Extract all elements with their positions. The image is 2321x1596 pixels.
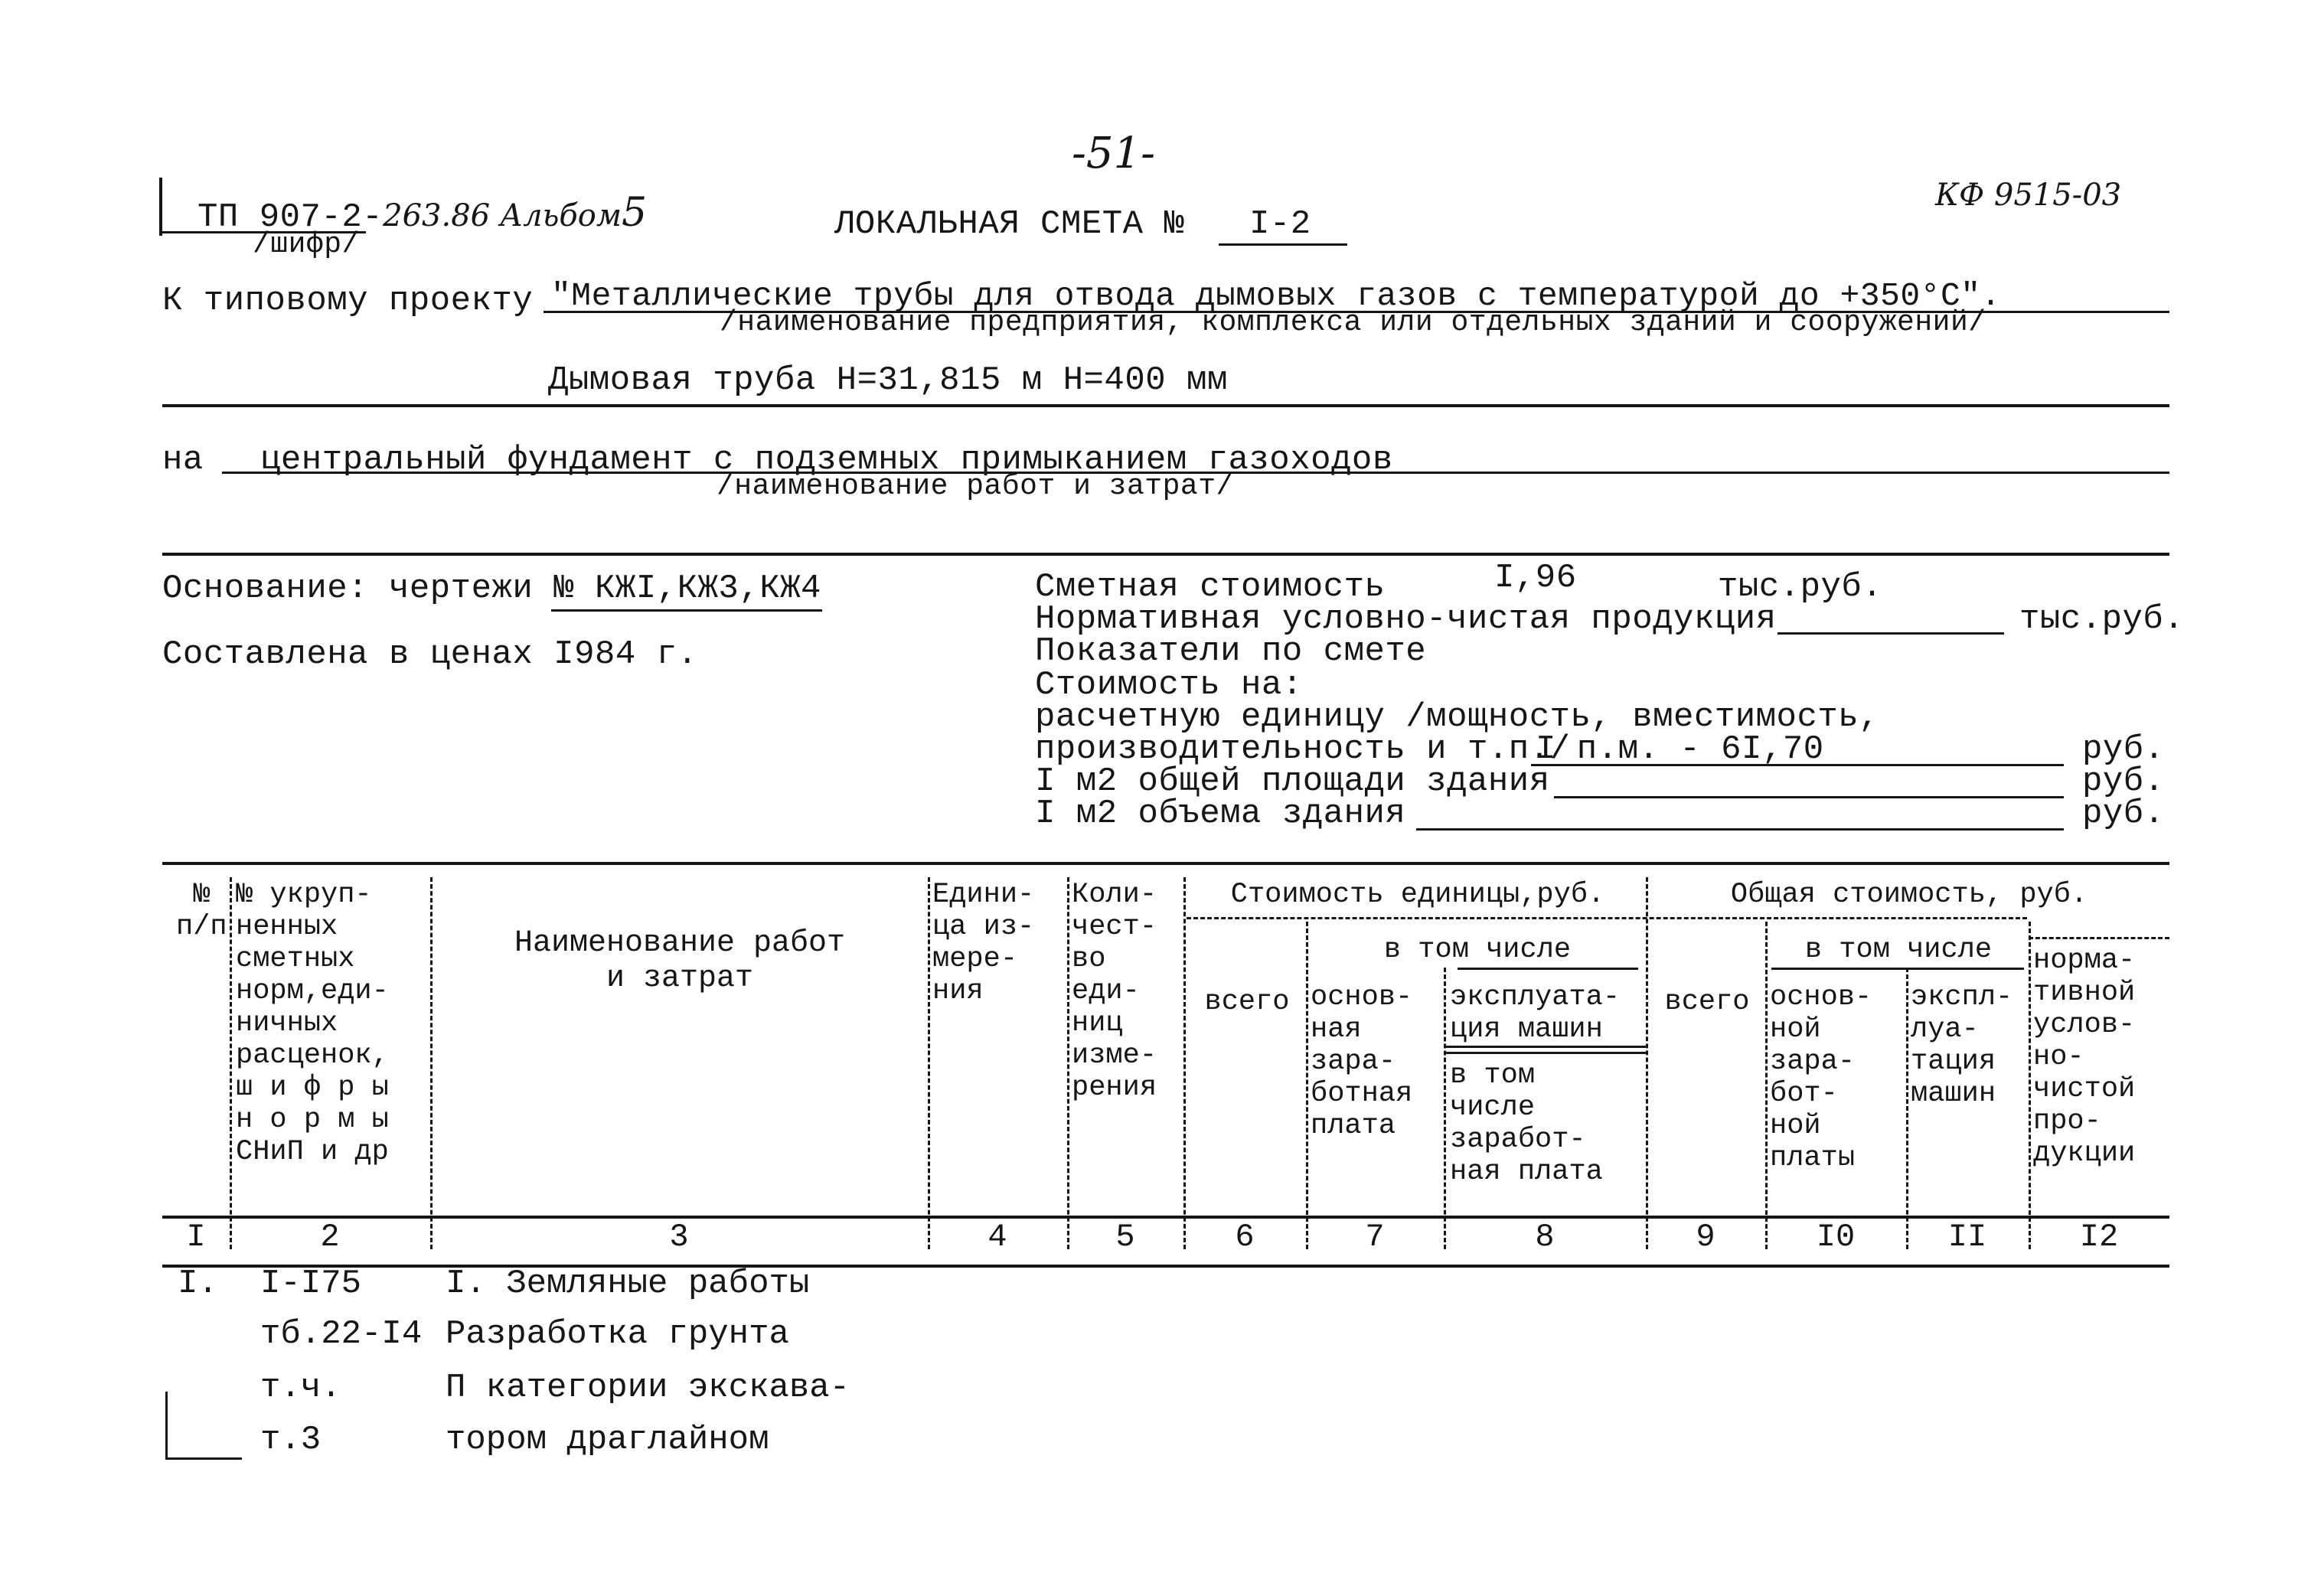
basis-label-text: Основание: чертежи № [162,570,575,608]
volume-cost-label: I м2 объема здания [1035,795,1406,833]
registration-stamp: КФ 9515-03 [1935,178,2122,213]
unit-cost-line1: расчетную единицу /мощность, вместимость, [1035,698,1880,736]
estimate-cost-label: Сметная стоимость [1035,568,1386,606]
header-total-machines: экспл- луа- тация машин [1911,981,2013,1110]
row-bracket-vertical [165,1392,168,1459]
project-code-handwritten: 263.86 Альбом [383,198,622,233]
row-name-line: Разработка грунта [446,1315,789,1353]
header-including-a: в том числе [1383,934,1572,966]
column-number: I0 [1816,1219,1856,1255]
cost-on-label: Стоимость на: [1035,666,1303,704]
estimate-number-underline [1219,243,1347,246]
area-cost-line [1554,796,2064,798]
project-prefix: К типовому проекту [162,282,534,320]
header-row-number: № п/п [176,879,227,943]
work-caption: /наименование работ и затрат/ [717,470,1234,503]
normative-label: Нормативная условно-чистая продукция [1035,600,1777,638]
header-unit-total: всего [1204,986,1290,1018]
project-code-printed: ТП 907-2- [197,198,384,237]
header-machine-wage: в том числе заработ- ная плата [1450,1059,1603,1188]
row-code-line: I-I75 [260,1265,362,1303]
project-subtitle: Дымовая труба Н=31,815 м Н=400 мм [548,361,1228,400]
col-divider [1067,877,1069,1249]
basis-drawings-underline [551,609,822,612]
column-number: II [1947,1219,1987,1255]
code-caption: /шифр/ [253,228,360,261]
header-including-b: в том числе [1804,934,1993,966]
row-code-line: тб.22-I4 [260,1315,423,1353]
header-sub-rule [1187,917,2027,919]
unit-cost-underline [1531,764,2064,766]
header-total-wage: основ- ной зара- бот- ной платы [1770,981,1872,1174]
indicators-label: Показатели по смете [1035,632,1427,671]
col-divider [230,877,232,1249]
volume-cost-line [1416,828,2064,831]
normative-unit: тыс.руб. [2019,600,2185,638]
area-cost-currency: руб. [2082,762,2165,801]
work-prefix: на [162,441,204,479]
row-name-line: I. Земляные работы [446,1265,810,1303]
header-machine-operation: эксплуата- ция машин [1450,981,1621,1046]
header-work-name: Наименование работ и затрат [514,926,846,996]
header-total: всего [1664,986,1750,1018]
header-norm-code: № укруп- ненных сметных норм,еди- ничных расценок, ш и ф р ы н о р м ы СНиП и др [236,879,389,1168]
unit-cost-value: I п.м. - 6I,70 [1536,730,1824,769]
header-sub-rule [1445,1052,1646,1054]
column-number: 7 [1365,1219,1385,1255]
page-number: -51- [1072,129,1156,178]
header-quantity: Коли- чест- во еди- ниц изме- рения [1072,879,1157,1104]
underline-machines [1445,1046,1646,1048]
underline-incl-a [1458,968,1638,970]
row-bracket-horizontal [165,1457,242,1460]
column-number: 3 [669,1219,689,1255]
col-divider [1906,968,1908,1249]
unit-cost-currency: руб. [2082,730,2165,769]
header-unit: Едини- ца из- мере- ния [932,879,1035,1007]
col-divider [2029,922,2031,1249]
column-number: 8 [1535,1219,1555,1255]
row-code-line: т.3 [260,1421,322,1459]
estimate-title: ЛОКАЛЬНАЯ СМЕТА № [834,205,1185,243]
col-divider [1646,877,1648,1249]
col-divider [928,877,930,1249]
normative-value-line [1777,632,2004,635]
header-unit-cost-group: Стоимость единицы,руб. [1230,879,1605,911]
volume-cost-currency: руб. [2082,795,2165,833]
header-normative-product: норма- тивной услов- но- чистой про- дукции [2033,945,2136,1170]
header-basic-wage: основ- ная зара- ботная плата [1311,981,1413,1142]
column-number: 9 [1696,1219,1715,1255]
underline-incl-b [1771,968,2024,970]
table-top-rule [162,862,2169,865]
work-name: центральный фундамент с подземных примыканием газоходов [260,441,1393,479]
basis-label [162,570,821,608]
corner-bracket-vertical [159,178,162,236]
album-number: 5 [622,190,648,236]
column-number: 2 [320,1219,340,1255]
row-code-line: т.ч. [260,1369,341,1407]
col-divider [1183,877,1186,1249]
col-divider [1765,922,1768,1249]
col-divider [430,877,433,1249]
row-name-line: П категории экскава- [446,1369,850,1407]
unit-cost-line2: производительность и т.п./ [1035,730,1571,769]
header-sub-rule [2029,937,2169,939]
column-number: I [186,1219,206,1255]
column-number: 6 [1235,1219,1255,1255]
row-name-line: тором драглайном [446,1421,769,1459]
column-number: I2 [2079,1219,2119,1255]
column-number: 5 [1115,1219,1135,1255]
estimate-cost-value: I,96 [1494,559,1577,597]
estimate-cost-unit: тыс.руб. [1718,568,1883,606]
basis-drawings: КЖI,КЖ3,КЖ4 [595,570,821,608]
column-number: 4 [987,1219,1007,1255]
prices-basis: Составлена в ценах I984 г. [162,635,698,674]
estimate-number: I-2 [1249,205,1311,243]
row-index: I. [178,1265,218,1303]
col-divider [1444,968,1446,1249]
project-name: "Металлические трубы для отвода дымовых газов с температурой до +350°С". [551,277,2001,315]
work-rule [162,553,2169,556]
project-rule [162,404,2169,407]
col-divider [1306,922,1308,1249]
project-caption: /наименование предприятия, комплекса или отдельных зданий и сооружений/ [720,306,1986,339]
header-total-cost-group: Общая стоимость, руб. [1730,879,2088,911]
area-cost-label: I м2 общей площади здания [1035,762,1550,801]
